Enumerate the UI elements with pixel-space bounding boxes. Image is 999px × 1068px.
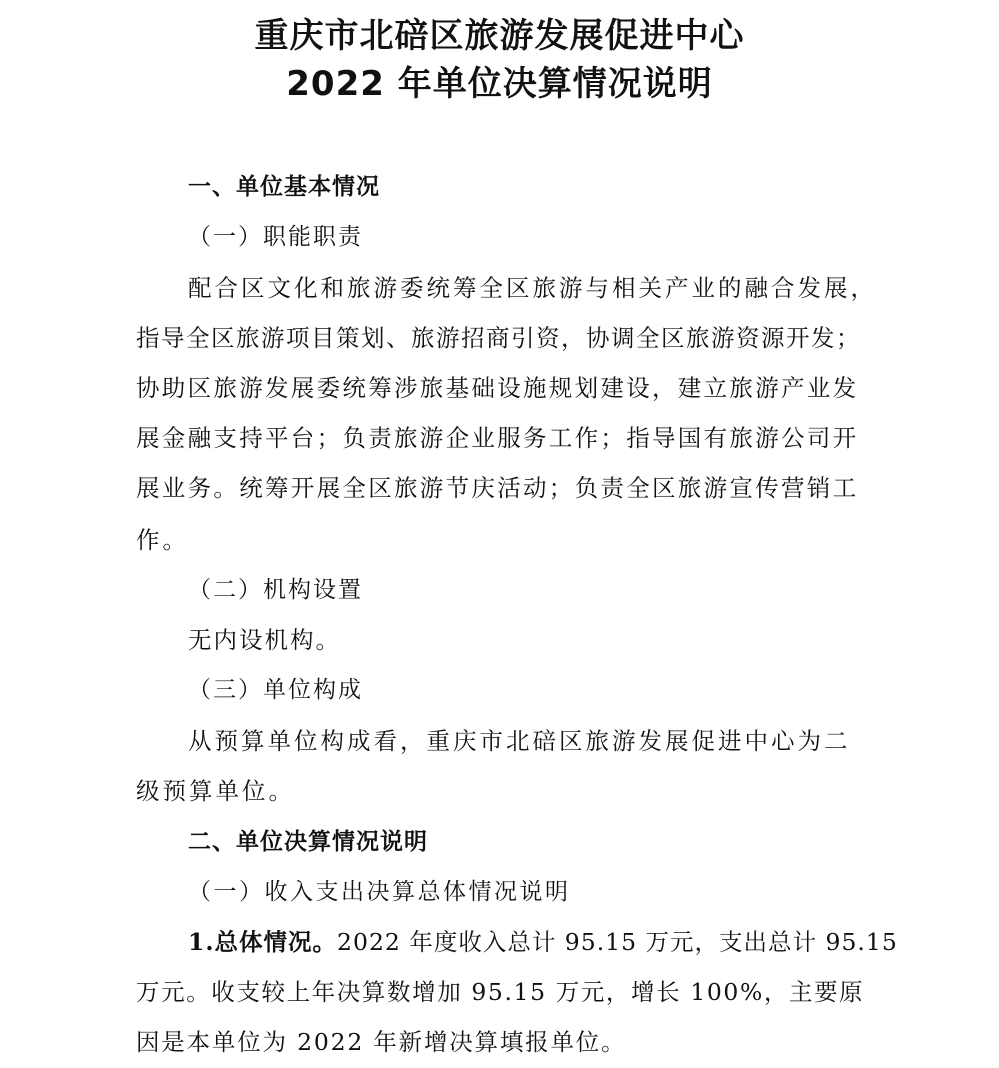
paragraph-line [188, 926, 898, 958]
paragraph-line: 指导全区旅游项目策划、旅游招商引资，协调全区旅游资源开发； [136, 324, 861, 352]
section-1-heading: 一、单位基本情况 [188, 174, 380, 200]
section-2-heading: 二、单位决算情况说明 [188, 829, 428, 855]
paragraph-line: 作。 [136, 526, 189, 554]
section-1-sub-1-heading: （一）职能职责 [188, 224, 363, 250]
paragraph-line: 展业务。统筹开展全区旅游节庆活动；负责全区旅游宣传营销工 [136, 474, 859, 502]
paragraph-line: 万元。收支较上年决算数增加 95.15 万元，增长 100%，主要原 [136, 978, 865, 1006]
document-title-line-2: 2022 年单位决算情况说明 [286, 64, 713, 104]
paragraph-line: 展金融支持平台；负责旅游企业服务工作；指导国有旅游公司开 [136, 424, 859, 452]
document-title-line-1: 重庆市北碚区旅游发展促进中心 [254, 16, 745, 56]
paragraph-line: 从预算单位构成看，重庆市北碚区旅游发展促进中心为二 [188, 727, 851, 755]
paragraph-line: 级预算单位。 [136, 777, 295, 805]
paragraph-line: 配合区文化和旅游委统筹全区旅游与相关产业的融合发展， [188, 274, 877, 302]
paragraph-lead: 1.总体情况。 [188, 928, 338, 956]
section-2-sub-1-heading: （一）收入支出决算总体情况说明 [188, 879, 571, 905]
paragraph-line: 协助区旅游发展委统筹涉旅基础设施规划建设，建立旅游产业发 [136, 374, 859, 402]
section-1-sub-2-heading: （二）机构设置 [188, 577, 363, 603]
paragraph-line: 因是本单位为 2022 年新增决算填报单位。 [136, 1028, 627, 1056]
paragraph-line: 无内设机构。 [188, 626, 341, 654]
section-1-sub-3-heading: （三）单位构成 [188, 677, 363, 703]
paragraph-text: 2022 年度收入总计 95.15 万元，支出总计 95.15 [337, 928, 898, 956]
